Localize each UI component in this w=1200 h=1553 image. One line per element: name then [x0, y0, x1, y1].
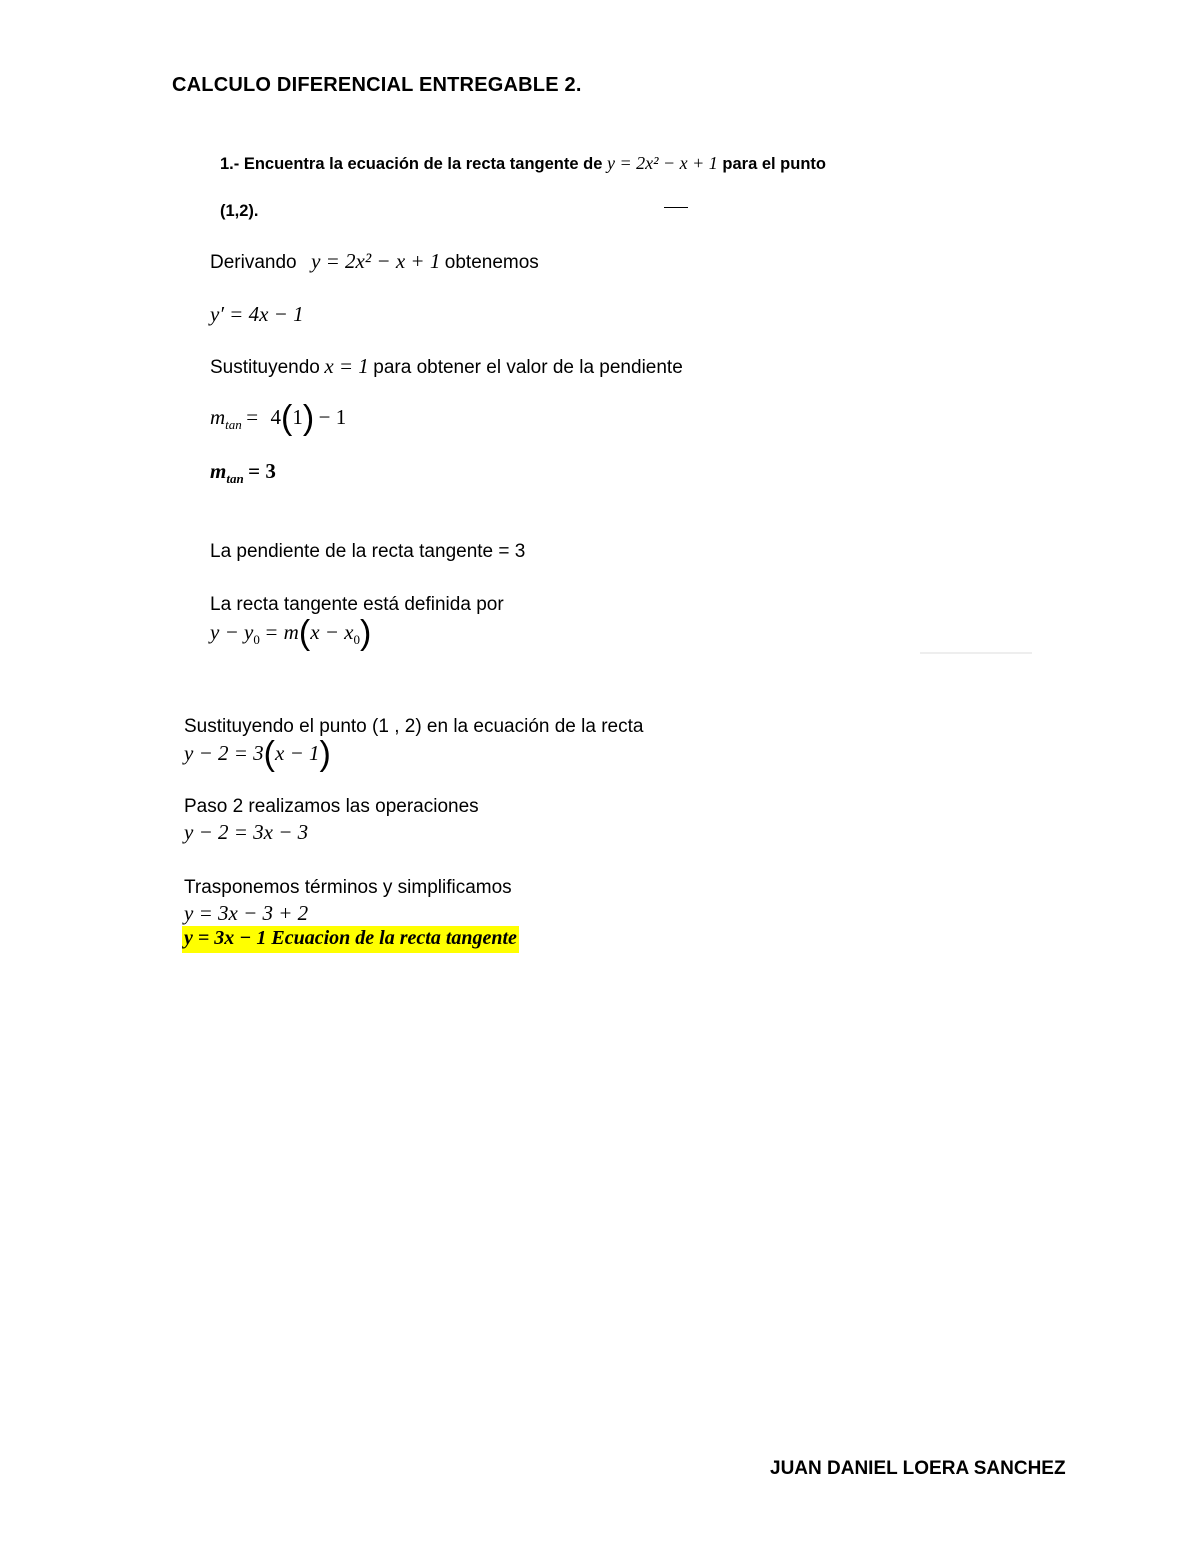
mtan-result [210, 459, 276, 487]
final-tangent-equation: y = 3x − 1 Ecuacion de la recta tangente [182, 926, 519, 953]
paso2-equation: y − 2 = 3x − 3 [184, 820, 309, 844]
mtan-subscript: tan [225, 417, 242, 432]
sustituyendo-line [210, 354, 683, 379]
mtan-coefficient: 4 [270, 405, 282, 429]
mtan-equals: = [246, 405, 259, 429]
point-slope-formula: $y - y_0 = m(x - x_0)$ [210, 614, 372, 652]
formula-x-term: x − x [310, 620, 354, 644]
derivando-tail: obtenemos [444, 252, 539, 273]
problem-statement [220, 153, 826, 174]
sustituyendo-label: Sustituyendo [210, 357, 320, 378]
sustituyendo-equation: x = 1 [324, 354, 369, 378]
sust-equation-lhs: y − 2 = 3 [184, 741, 264, 765]
problem-point: (1,2). [220, 202, 259, 220]
traspo-equation: y = 3x − 3 + 2 [184, 901, 309, 925]
sust-equation-inner: x − 1 [275, 741, 320, 765]
derivative-equation: y′ = 4x − 1 [210, 302, 304, 326]
traspo-text: Trasponemos términos y simplificamos [184, 877, 512, 898]
mtan-result-value: = 3 [248, 459, 276, 483]
mtan-value: 1 [292, 405, 303, 429]
document-title: CALCULO DIFERENCIAL ENTREGABLE 2. [172, 74, 582, 96]
sust-punto-text: Sustituyendo el punto (1 , 2) en la ecuación de la recta [184, 716, 644, 737]
pendiente-text: La pendiente de la recta tangente = 3 [210, 541, 526, 562]
problem-equation: y = 2x² − x + 1 [606, 153, 718, 173]
derivando-equation: y = 2x² − x + 1 [311, 249, 441, 273]
mtan-base: m [210, 405, 226, 429]
stray-dash [664, 207, 688, 208]
mtan-result-base: m [210, 459, 227, 483]
mtan-substitution: $m_{tan} = 4(1) - 1$ [210, 399, 347, 437]
problem-suffix: para el punto [722, 155, 826, 173]
sustituyendo-tail: para obtener el valor de la pendiente [373, 357, 683, 378]
problem-prefix: 1.- Encuentra la ecuación de la recta tangente de [220, 155, 603, 173]
mtan-result-subscript: tan [226, 471, 244, 486]
paso2-text: Paso 2 realizamos las operaciones [184, 796, 479, 817]
derivando-line [210, 249, 539, 274]
formula-subscript-y: 0 [253, 632, 260, 647]
formula-subscript-x: 0 [353, 632, 360, 647]
author-name: JUAN DANIEL LOERA SANCHEZ [770, 1458, 1066, 1479]
derivando-label: Derivando [210, 252, 297, 273]
mtan-minus-one: − 1 [318, 405, 347, 429]
faint-line [920, 652, 1032, 654]
definida-text: La recta tangente está definida por [210, 594, 504, 615]
formula-m: = m [264, 620, 299, 644]
formula-lhs: y − y [210, 620, 254, 644]
sust-equation: y − 2 = 3(x − 1) [184, 735, 331, 773]
